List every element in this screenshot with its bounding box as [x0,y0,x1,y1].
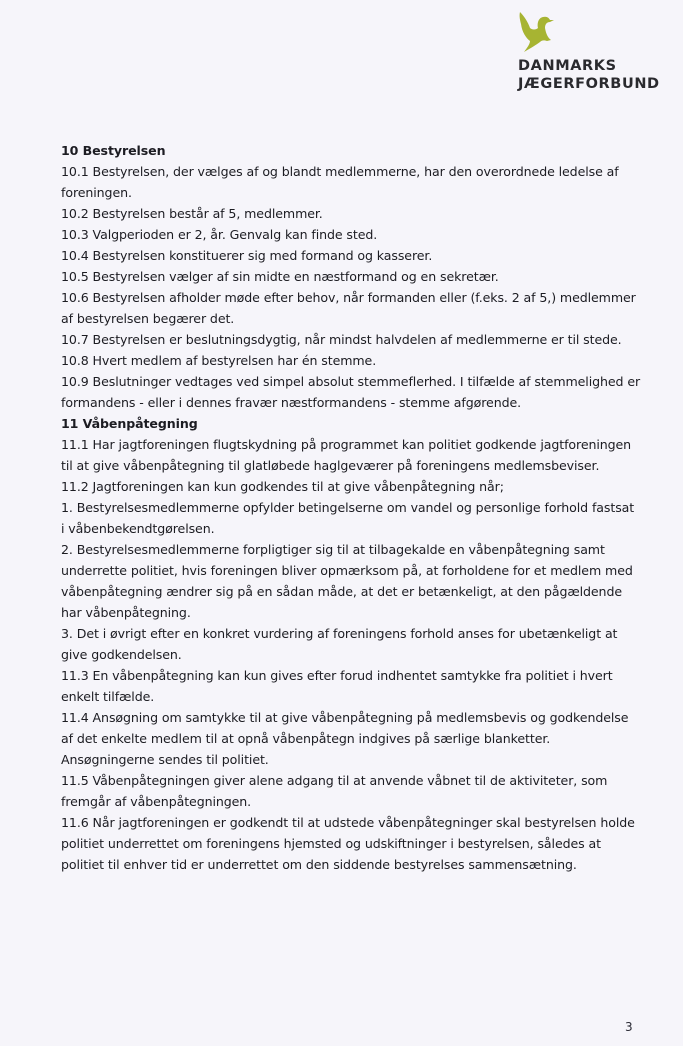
paragraph: 11.2 Jagtforeningen kan kun godkendes til at give våbenpåtegning når; [61,479,504,494]
paragraph: 10.9 Beslutninger vedtages ved simpel absolut stemmeflerhed. I tilfælde af stemmelighed er formandens - eller i dennes fravær næstformandens - stemme afgørende. [61,374,641,410]
paragraph: 10.5 Bestyrelsen vælger af sin midte en næstformand og en sekretær. [61,269,499,284]
document-body [61,140,641,875]
logo-line-2: JÆGERFORBUND [518,76,660,92]
paragraph: 2. Bestyrelsesmedlemmerne forpligtiger sig til at tilbagekalde en våbenpåtegning samt underrette politiet, hvis foreningen bliver opmærksom på, at forholdene for et medlem med våbenpåtegning ændrer sig på en sådan måde, at det er betænkeligt, at den pågældende har våbenpåtegning. [61,542,633,620]
section-heading: 10 Bestyrelsen [61,143,166,158]
page-number: 3 [625,1020,633,1034]
paragraph: 10.7 Bestyrelsen er beslutningsdygtig, når mindst halvdelen af medlemmerne er til stede. [61,332,622,347]
paragraph: 11.3 En våbenpåtegning kan kun gives efter forud indhentet samtykke fra politiet i hvert enkelt tilfælde. [61,668,613,704]
paragraph: 10.1 Bestyrelsen, der vælges af og blandt medlemmerne, har den overordnede ledelse af foreningen. [61,164,619,200]
paragraph: 10.4 Bestyrelsen konstituerer sig med formand og kasserer. [61,248,433,263]
paragraph: 10.3 Valgperioden er 2, år. Genvalg kan finde sted. [61,227,378,242]
section-heading: 11 Våbenpåtegning [61,416,198,431]
paragraph: 3. Det i øvrigt efter en konkret vurdering af foreningens forhold anses for ubetænkeligt at give godkendelsen. [61,626,618,662]
logo-line-1: DANMARKS [518,58,617,74]
section-bestyrelsen [61,140,641,413]
paragraph: 11.5 Våbenpåtegningen giver alene adgang til at anvende våbnet til de aktiviteter, som fremgår af våbenpåtegningen. [61,773,608,809]
duck-icon [516,8,556,54]
paragraph: 10.8 Hvert medlem af bestyrelsen har én stemme. [61,353,377,368]
paragraph: 11.4 Ansøgning om samtykke til at give våbenpåtegning på medlemsbevis og godkendelse af det enkelte medlem til at opnå våbenpåtegn indgives på særlige blanketter. Ansøgningerne sendes til politiet. [61,710,629,767]
paragraph: 10.6 Bestyrelsen afholder møde efter behov, når formanden eller (f.eks. 2 af 5,) medlemmer af bestyrelsen begærer det. [61,290,636,326]
organization-logo [516,8,676,98]
logo-wordmark [518,57,660,93]
paragraph: 11.6 Når jagtforeningen er godkendt til at udstede våbenpåtegninger skal bestyrelsen holde politiet underrettet om foreningens hjemsted og udskiftninger i bestyrelsen, således at politiet til enhver tid er underrettet om den siddende bestyrelses sammensætning. [61,815,635,872]
paragraph: 10.2 Bestyrelsen består af 5, medlemmer. [61,206,323,221]
section-vabenpategning [61,413,641,875]
paragraph: 11.1 Har jagtforeningen flugtskydning på programmet kan politiet godkende jagtforeningen til at give våbenpåtegning til glatløbede haglgeværer på foreningens medlemsbeviser. [61,437,632,473]
paragraph: 1. Bestyrelsesmedlemmerne opfylder betingelserne om vandel og personlige forhold fastsat i våbenbekendtgørelsen. [61,500,635,536]
